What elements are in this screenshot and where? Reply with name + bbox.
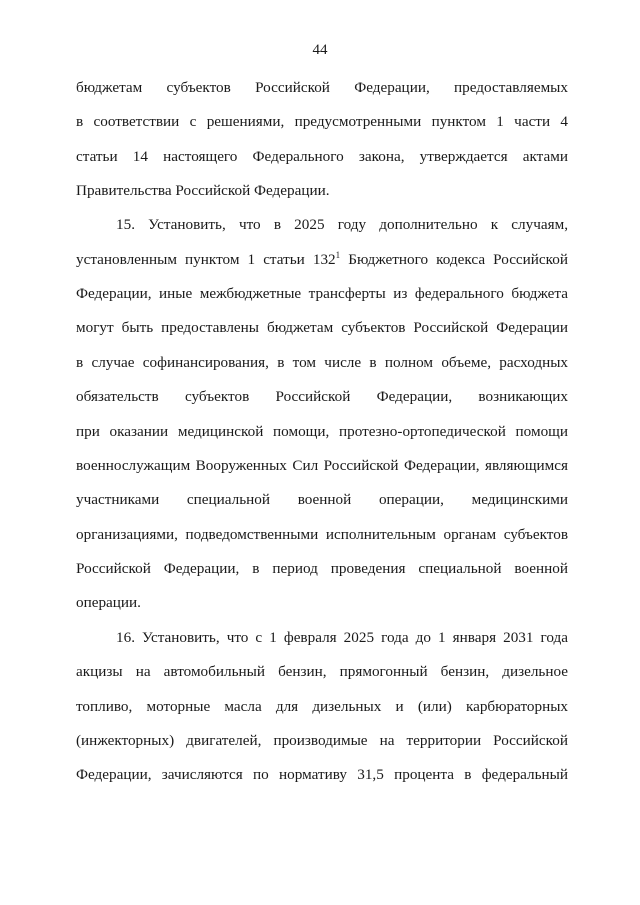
text-line-remainder: Бюджетного кодекса Российской <box>348 251 568 268</box>
text-line: участниками специальной военной операции, медицинскими <box>76 491 568 508</box>
text-line: бюджетам субъектов Российской Федерации, предоставляемых <box>76 79 568 96</box>
text-line: военнослужащим Вооруженных Сил Российской Федерации, являющимся <box>76 457 568 474</box>
text-line: Федерации, иные межбюджетные трансферты из федерального бюджета <box>76 285 568 302</box>
text-line: операции. <box>76 594 141 611</box>
text-line: Российской Федерации, в период проведения специальной военной <box>76 560 568 577</box>
text-line: топливо, моторные масла для дизельных и (или) карбюраторных <box>76 698 568 715</box>
text-line: в соответствии с решениями, предусмотренными пунктом 1 части 4 <box>76 113 568 130</box>
text-line: в случае софинансирования, в том числе в полном объеме, расходных <box>76 354 568 371</box>
paragraph-15-start: 15. Установить, что в 2025 году дополнительно к случаям, <box>116 216 568 233</box>
text-line: могут быть предоставлены бюджетам субъектов Российской Федерации <box>76 319 568 336</box>
page-number: 44 <box>312 42 328 58</box>
text-line: при оказании медицинской помощи, протезно-ортопедической помощи <box>76 423 568 440</box>
superscript-1: 1 <box>335 250 341 260</box>
text-line: Правительства Российской Федерации. <box>76 182 330 199</box>
text-line: акцизы на автомобильный бензин, прямогонный бензин, дизельное <box>76 663 568 680</box>
article-reference: установленным пунктом 1 статьи 132 <box>76 251 336 268</box>
text-line: организациями, подведомственными исполнительным органам субъектов <box>76 526 568 543</box>
text-line: Федерации, зачисляются по нормативу 31,5 процента в федеральный <box>76 766 568 783</box>
text-line-with-superscript <box>76 250 568 270</box>
text-line: (инжекторных) двигателей, производимые на территории Российской <box>76 732 568 749</box>
text-line: обязательств субъектов Российской Федерации, возникающих <box>76 388 568 405</box>
paragraph-16-start: 16. Установить, что с 1 февраля 2025 года до 1 января 2031 года <box>116 629 568 646</box>
text-line: статьи 14 настоящего Федерального закона, утверждается актами <box>76 148 568 165</box>
